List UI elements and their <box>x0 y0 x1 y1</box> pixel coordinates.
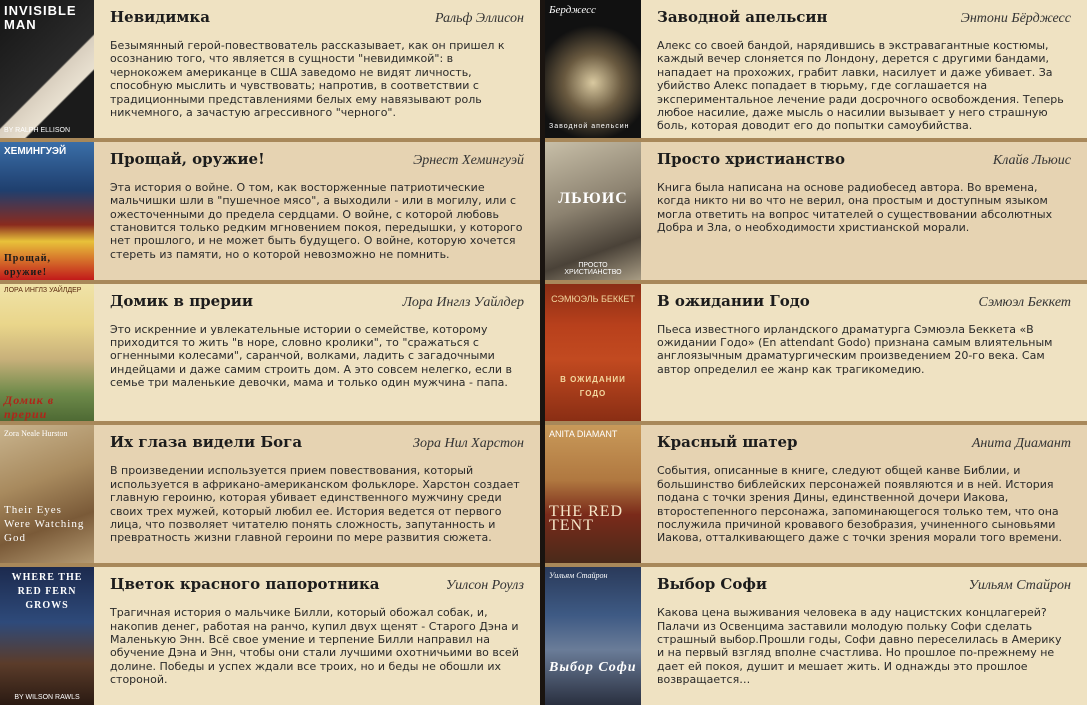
book-cover[interactable] <box>545 425 641 563</box>
book-cover[interactable] <box>545 0 641 138</box>
cover-author: СЭМЮЭЛЬ БЕККЕТ <box>551 293 635 304</box>
book-description: Трагичная история о мальчике Билли, который обожал собак, и, накопив денег, работая на ранчо, купил двух щенят - Старого Дэна и Маленькую Энн. Всё свое умение и терпение Билли направил на обучение Дэна и Энн, чтобы они стали лучшими охотничьими во всей долине. Победы и успех ждали все троих, но и беды не обошли их стороной. <box>110 606 519 687</box>
book-author: Лора Инглз Уайлдер <box>402 294 524 310</box>
cover-author: BY RALPH ELLISON <box>4 126 71 134</box>
cover-title: INVISIBLE MAN <box>4 3 77 32</box>
book-cover[interactable] <box>545 567 641 705</box>
book-description: Эта история о войне. О том, как восторженные патриотические мальчишки шли в "пушечное мясо", а выходили - или в могилу, или с ожесточенными до предела сердцами. О войне, с которой любовь становится только редким мгновением покоя, передышки, у которого нет прошлого, и не может быть будущего. О войне, которую хочется стереть из памяти, но о которой невозможно не помнить. <box>110 180 523 261</box>
book-author: Сэмюэл Беккет <box>978 294 1071 310</box>
book-info <box>94 142 540 280</box>
book-description: Алекс со своей бандой, нарядившись в экстравагантные костюмы, каждый вечер слоняется по Лондону, дерется с другими бандами, нападает на прохожих, грабит лавки, насилует и даже убивает. За убийство Алекс попадает в тюрьму, где соглашается на экспериментальное лечение ради досрочного освобождения. Теперь любое насилие, даже мысль о насилии вызывает у него страшную боль, которая доводит его до попытки самоубийства. <box>657 39 1064 133</box>
book-info <box>94 0 540 138</box>
book-info <box>641 142 1087 280</box>
book-info <box>94 425 540 563</box>
book-card-mere-christianity[interactable] <box>545 142 1087 284</box>
book-card-farewell-to-arms[interactable] <box>0 142 540 284</box>
book-author: Ральф Эллисон <box>434 11 524 26</box>
book-info <box>94 284 540 422</box>
book-title: Их глаза видели Бога <box>110 433 303 452</box>
cover-title: В ОЖИДАНИИ ГОДО <box>560 375 626 399</box>
book-title: Заводной апельсин <box>657 8 828 26</box>
book-title: Невидимка <box>110 8 210 26</box>
book-description: Какова цена выживания человека в аду нацистских концлагерей? Палачи из Освенцима заставили молодую польку Софи сделать страшный выбор.Прошли годы, Софи давно переселилась в Америку и на первый взгляд вполне счастлива. Но прошлое по-прежнему не дает ей покоя, душит и мешает жить. И однажды это прошлое возвращается… <box>657 606 1062 687</box>
book-info <box>641 284 1087 422</box>
book-title: Просто христианство <box>657 149 845 168</box>
book-cover[interactable] <box>0 0 94 138</box>
cover-author: ANITA DIAMANT <box>549 429 618 440</box>
book-author: Эрнест Хемингуэй <box>413 152 524 168</box>
book-description: Пьеса известного ирландского драматурга Сэмюэла Беккета «В ожидании Годо» (En attendant Godo) признана самым влиятельным англоязычным драматургическим произведением 20-го века. Сам автор определил ее жанр как трагикомедию. <box>657 322 1053 376</box>
cover-title: Прощай, оружие! <box>4 252 52 278</box>
book-cover[interactable] <box>545 284 641 422</box>
book-title: Цветок красного папоротника <box>110 575 380 594</box>
book-cover[interactable] <box>545 142 641 280</box>
book-description: Книга была написана на основе радиобесед автора. Во времена, когда никто ни во что не верил, она простым и доступным языком могла ответить на вопрос читателей о существовании абсолютных Добра и Зла, о необходимости христианской морали. <box>657 180 1053 235</box>
book-title: Прощай, оружие! <box>110 149 265 168</box>
book-title: В ожидании Годо <box>657 291 810 310</box>
book-cover[interactable] <box>0 284 94 422</box>
cover-author: ЛОРА ИНГЛЗ УАЙЛДЕР <box>4 286 82 294</box>
book-cover[interactable] <box>0 142 94 280</box>
book-author: Уилсон Роулз <box>445 578 524 594</box>
book-cover[interactable] <box>0 425 94 563</box>
book-info <box>641 0 1087 138</box>
cover-title: Заводной апельсин <box>549 122 630 130</box>
cover-author: BY WILSON RAWLS <box>14 693 80 701</box>
book-card-little-house[interactable] <box>0 284 540 426</box>
book-cover[interactable] <box>0 567 94 705</box>
cover-title: ПРОСТО ХРИСТИАНСТВО <box>564 261 622 276</box>
cover-author: Zora Neale Hurston <box>4 429 68 439</box>
book-author: Анита Диамант <box>971 436 1071 452</box>
book-card-clockwork-orange[interactable] <box>545 0 1087 142</box>
book-author: Клайв Льюис <box>992 152 1071 168</box>
cover-title: Выбор Софи <box>549 659 637 675</box>
cover-author: Уильям Стайрон <box>549 571 608 581</box>
book-info <box>641 425 1087 563</box>
cover-author: ЛЬЮИС <box>558 189 628 207</box>
book-card-sophies-choice[interactable] <box>545 567 1087 705</box>
book-description: События, описанные в книге, следуют общей канве Библии, и большинство библейских персонажей появляются и в ней. История подана с точки зрения Дины, единственной дочери Иакова, второстепенного персонажа, запоминающегося только тем, что она послужила причиной кровавого безобразия, учиненного сыновьями Иакова, отталкивающего даже с точки зрения морали того времени. <box>657 464 1063 545</box>
cover-title: Their Eyes Were Watching God <box>4 504 85 545</box>
book-info <box>94 567 540 705</box>
book-author: Зора Нил Харстон <box>413 436 524 452</box>
book-card-invisible-man[interactable] <box>0 0 540 142</box>
book-author: Уильям Стайрон <box>968 578 1071 594</box>
book-card-their-eyes[interactable] <box>0 425 540 567</box>
cover-author: ХЕМИНГУЭЙ <box>4 145 67 157</box>
cover-author: Берджесс <box>549 4 596 16</box>
book-author: Энтони Бёрджесс <box>960 11 1071 26</box>
book-card-red-fern[interactable] <box>0 567 540 705</box>
book-title: Домик в прерии <box>110 291 253 310</box>
book-title: Красный шатер <box>657 433 798 452</box>
book-info <box>641 567 1087 705</box>
cover-title: WHERE THE RED FERN GROWS <box>11 572 83 612</box>
book-description: Это искренние и увлекательные истории о семействе, которому приходится то жить "в норе, словно кролики", то "сражаться с огненными колесами", саранчой, волками, ладить с загадочными индейцами и даже самим строить дом. А это совсем нелегко, если в семье три маленькие девочки, мама и только один мужчина - папа. <box>110 322 513 390</box>
book-description: В произведении используется прием повествования, который используется в африкано-американском фольклоре. Харстон создает главную героиню, которая убивает единственного мужчину среди своих трех мужей, который любил ее. История ведется от первого лица, что позволяет читателю понять сложность, запутанность и превратность жизни главной героини по мере развития сюжета. <box>110 464 520 545</box>
cover-title: Домик в прерии <box>4 393 55 422</box>
left-column <box>0 0 540 705</box>
right-column <box>545 0 1087 705</box>
cover-title: THE RED TENT <box>549 503 624 535</box>
book-description: Безымянный герой-повествователь рассказывает, как он пришел к осознанию того, что является в сущности "невидимкой": в чернокожем американце в США заведомо не видят личность, способную мыслить и чувствовать; напротив, в соответствии с традиционными представлениями белых ему навязывают роль никчемного, а зачастую агрессивного "черного". <box>110 39 505 120</box>
book-card-waiting-for-godot[interactable] <box>545 284 1087 426</box>
book-title: Выбор Софи <box>657 575 768 594</box>
book-card-red-tent[interactable] <box>545 425 1087 567</box>
